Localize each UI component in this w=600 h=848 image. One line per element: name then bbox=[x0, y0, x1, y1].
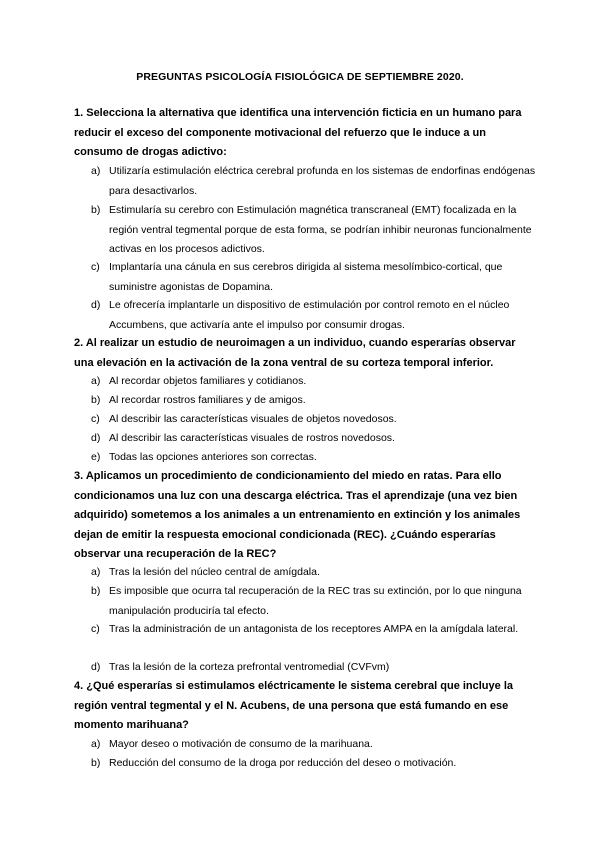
question-4-option-a bbox=[91, 735, 536, 755]
question-3-option-b bbox=[91, 582, 536, 621]
question-3-option-a bbox=[91, 563, 536, 583]
option-label: d) bbox=[91, 432, 101, 444]
option-text: Estimularía su cerebro con Estimulación magnética transcraneal (EMT) focalizada en la región ventral tegmental porque de esta forma, se podrían inhibir neuronas funcionalmente activas en los procesos adictivos. bbox=[109, 204, 532, 255]
option-text: Al describir las características visuales de objetos novedosos. bbox=[109, 413, 397, 425]
question-1-option-b bbox=[91, 201, 536, 260]
option-text: Al recordar rostros familiares y de amigos. bbox=[109, 394, 306, 406]
question-4: 4. ¿Qué esperarías si estimulamos eléctricamente le sistema cerebral que incluye la región ventral tegmental y el N. Acubens, de una persona que está fumando en ese momento marihuana? bbox=[74, 680, 513, 731]
option-label: b) bbox=[91, 757, 101, 769]
option-text: Tras la lesión del núcleo central de amígdala. bbox=[109, 566, 320, 578]
option-text: Tras la administración de un antagonista de los receptores AMPA en la amígdala lateral. bbox=[109, 623, 519, 635]
question-2-option-a bbox=[91, 372, 536, 392]
option-label: d) bbox=[91, 661, 101, 673]
option-label: d) bbox=[91, 299, 101, 311]
question-2-option-e bbox=[91, 448, 536, 468]
question-2-option-b bbox=[91, 391, 536, 411]
question-1-option-d bbox=[91, 296, 536, 335]
option-text: Mayor deseo o motivación de consumo de la marihuana. bbox=[109, 738, 373, 750]
option-label: c) bbox=[91, 623, 100, 635]
option-text: Utilizaría estimulación eléctrica cerebral profunda en los sistemas de endorfinas endógenas para desactivarlos. bbox=[109, 165, 536, 197]
question-3-option-c bbox=[91, 620, 536, 640]
option-text: Al recordar objetos familiares y cotidianos. bbox=[109, 375, 307, 387]
question-2: 2. Al realizar un estudio de neuroimagen a un individuo, cuando esperarías observar una elevación en la activación de la zona ventral de su corteza temporal inferior. bbox=[74, 337, 516, 369]
option-text: Todas las opciones anteriores son correctas. bbox=[109, 451, 317, 463]
option-text: Implantaría una cánula en sus cerebros dirigida al sistema mesolímbico-cortical, que suministre agonistas de Dopamina. bbox=[109, 261, 503, 293]
option-text: Tras la lesión de la corteza prefrontal ventromedial (CVFvm) bbox=[109, 661, 390, 673]
option-label: b) bbox=[91, 585, 101, 597]
page-title: PREGUNTAS PSICOLOGÍA FISIOLÓGICA DE SEPTIEMBRE 2020. bbox=[136, 71, 464, 83]
question-2-option-c bbox=[91, 410, 536, 430]
option-label: a) bbox=[91, 375, 101, 387]
option-text: Al describir las características visuales de rostros novedosos. bbox=[109, 432, 395, 444]
option-label: b) bbox=[91, 204, 101, 216]
question-1: 1. Selecciona la alternativa que identifica una intervención ficticia en un humano para reducir el exceso del componente motivacional del refuerzo que le induce a un consumo de drogas adictivo: bbox=[74, 107, 522, 158]
question-1-option-a bbox=[91, 162, 536, 201]
option-label: c) bbox=[91, 413, 100, 425]
option-label: a) bbox=[91, 566, 101, 578]
question-4-option-b bbox=[91, 754, 536, 774]
option-label: e) bbox=[91, 451, 101, 463]
option-label: b) bbox=[91, 394, 101, 406]
question-1-option-c bbox=[91, 258, 536, 297]
option-label: c) bbox=[91, 261, 100, 273]
option-text: Reducción del consumo de la droga por reducción del deseo o motivación. bbox=[109, 757, 457, 769]
question-3: 3. Aplicamos un procedimiento de condicionamiento del miedo en ratas. Para ello condicionamos una luz con una descarga eléctrica. Tras el aprendizaje (una vez bien adquirido) sometemos a los animales a un entrenamiento en extinción y los animales dejan de emitir la respuesta emocional condicionada (REC). ¿Cuándo esperarías observar una recuperación de la REC? bbox=[74, 470, 521, 560]
question-2-option-d bbox=[91, 429, 536, 449]
option-label: a) bbox=[91, 738, 101, 750]
option-text: Es imposible que ocurra tal recuperación de la REC tras su extinción, por lo que ninguna manipulación produciría tal efecto. bbox=[109, 585, 522, 617]
question-3-option-d bbox=[91, 658, 536, 678]
option-label: a) bbox=[91, 165, 101, 177]
option-text: Le ofrecería implantarle un dispositivo de estimulación por control remoto en el núcleo Accumbens, que activaría ante el impulso por consumir drogas. bbox=[109, 299, 510, 331]
